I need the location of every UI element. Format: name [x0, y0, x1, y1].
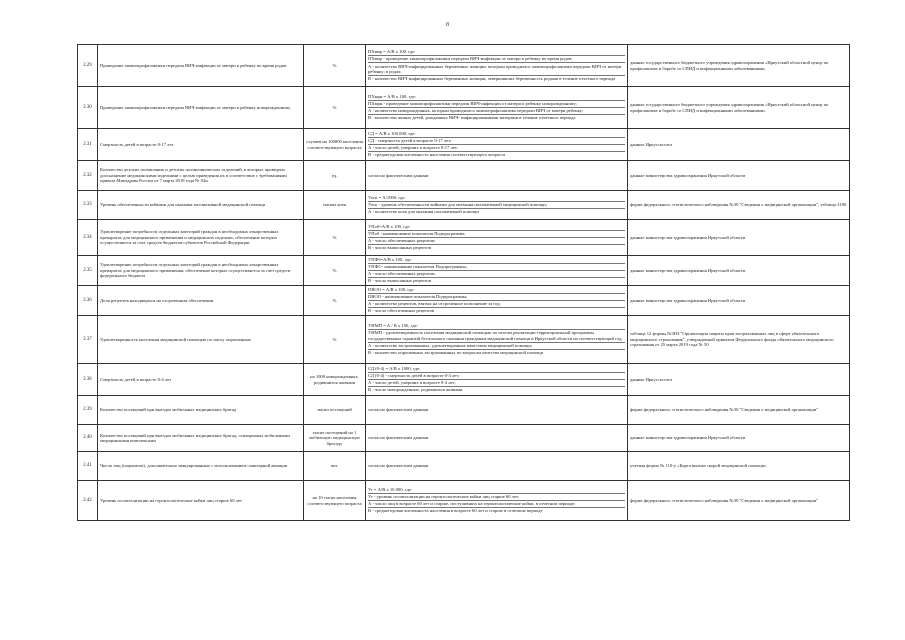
table-row: [78, 396, 850, 425]
indicator-name: Смертность детей в возрасте 0-17 лет: [98, 129, 304, 161]
calculation-method: [366, 256, 628, 286]
formula-line: согласно фактическим данным: [368, 463, 429, 469]
calculation-method: [366, 161, 628, 191]
formula-line: А - число лиц в возрасте 60 лет и старше, поступивших на геронтологические койки, в отчетном периоде;: [368, 501, 625, 508]
row-number: 2.30: [78, 87, 98, 129]
row-number: 2.40: [78, 425, 98, 452]
formula-line: В - число новорожденных, родившихся живыми: [368, 387, 463, 393]
calculation-method: [366, 220, 628, 256]
row-number: 2.35: [78, 256, 98, 286]
calculation-method: [366, 452, 628, 481]
unit-of-measure: %: [304, 45, 366, 87]
formula-line: В - количество опрошенных застрахованных по вопросам качества медицинской помощи: [368, 350, 544, 356]
indicator-name: Удовлетворенность населения медицинской помощью по числу опрошенных: [98, 316, 304, 364]
calculation-method: [366, 191, 628, 220]
formula-line: В - среднегодовая численность населения в возрасте 60 лет и старше в отчетном периоде: [368, 508, 543, 514]
row-number: 2.37: [78, 316, 98, 364]
indicator-table: [77, 44, 850, 521]
formula-line: УПоб - наименование показателя Подпрограммы;: [368, 231, 625, 238]
table-row: [78, 161, 850, 191]
formula-line: СД = А/В х 100 000, где:: [368, 131, 625, 138]
table-row: [78, 87, 850, 129]
formula-line: А - количество рецептов, взятых на отсроченное исполнение за год;: [368, 301, 625, 308]
formula-line: А - число детей, умерших в возрасте 0-17 лет;: [368, 145, 625, 152]
data-source: данные министерства здравоохранения Иркутской области: [628, 256, 850, 286]
table-row: [78, 481, 850, 521]
calculation-method: [366, 316, 628, 364]
data-source: данные государственного бюджетного учреждения здравоохранения «Иркутский областной центр по профилактике и борьбе со СПИД и инфекционными заболеваниями»: [628, 87, 850, 129]
indicator-name: Проведение химиопрофилактики передачи ВИЧ-инфекции от матери к ребенку во время родов: [98, 45, 304, 87]
data-source: форма федерального статистического наблюдения №30 "Сведения о медицинской организации", таблица 3100: [628, 191, 850, 220]
calculation-method: [366, 364, 628, 396]
table-row: [78, 191, 850, 220]
table-row: [78, 129, 850, 161]
formula-line: УНМП - удовлетворенность населения медицинской помощью по итогам реализации территориальной программы государственных гарантий бесплатного оказания гражданам медицинской помощи в Иркутской области на соответствующий год;: [368, 330, 625, 343]
formula-line: согласно фактическим данным: [368, 435, 429, 441]
formula-line: УПоб=А/В х 100, где:: [368, 224, 625, 231]
formula-line: Уоск = А/1000, где:: [368, 195, 625, 202]
table-row: [78, 364, 850, 396]
row-number: 2.42: [78, 481, 98, 521]
table-row: [78, 425, 850, 452]
formula-line: В - число выписанных рецептов: [368, 245, 431, 251]
formula-line: А - число обеспеченных рецептов;: [368, 238, 625, 245]
indicator-name: Удовлетворение потребности отдельных категорий граждан в необходимых лекарственных препаратах для медицинского применения и медицинских изделиях, обеспечение которых осуществляется за счет средств бюджетов субъектов Российской Федерации: [98, 220, 304, 256]
row-number: 2.29: [78, 45, 98, 87]
table-row: [78, 256, 850, 286]
formula-line: Уоск - уровень обеспеченности койками для оказания паллиативной медицинской помощи;: [368, 202, 625, 209]
formula-line: А - число обеспеченных рецептов;: [368, 271, 625, 278]
formula-line: СД (0-4) = А/В х 1000, где:: [368, 366, 625, 373]
unit-of-measure: тысяч посещений: [304, 396, 366, 425]
indicator-name: Количество посещений при выездах мобильных медицинских бригад, оснащенных мобильными медицинскими комплексами: [98, 425, 304, 452]
indicator-table-body: [78, 45, 850, 521]
unit-of-measure: %: [304, 286, 366, 316]
unit-of-measure: %: [304, 87, 366, 129]
formula-line: УПФб - наименование показателя Подпрограммы;: [368, 264, 625, 271]
data-source: таблица 12 формы №ЗПЗ "Организация защиты прав застрахованных лиц в сфере обязательного медицинского страхования", утвержденной приказом Федерального фонда обязательного медицинского страхования от 25 марта 2019 года № 50: [628, 316, 850, 364]
formula-line: ПХмрн - проведение химиопрофилактики передачи ВИЧ-инфекции от матери к ребенку новорожденному;: [368, 101, 625, 108]
unit-of-measure: случаев на 100000 населения соответствующего возраста: [304, 129, 366, 161]
row-number: 2.33: [78, 191, 98, 220]
formula-line: В - количество ВИЧ-инфицированных беременных женщин, завершивших беременность родами в течение отчетного периода: [368, 76, 616, 82]
calculation-method: [366, 396, 628, 425]
indicator-name: Смертность детей в возрасте 0-4 лет: [98, 364, 304, 396]
unit-of-measure: ед.: [304, 161, 366, 191]
unit-of-measure: %: [304, 256, 366, 286]
calculation-method: [366, 87, 628, 129]
unit-of-measure: %: [304, 220, 366, 256]
formula-line: УПФб=А/В х 100, где:: [368, 257, 625, 264]
unit-of-measure: на 10 тысяч населения соответствующего возраста: [304, 481, 366, 521]
data-source: форма федерального статистического наблюдения №30 "Сведения о медицинской организации": [628, 396, 850, 425]
table-row: [78, 45, 850, 87]
table-row: [78, 286, 850, 316]
data-source: данные министерства здравоохранения Иркутской области: [628, 286, 850, 316]
unit-of-measure: %: [304, 316, 366, 364]
formula-line: Уг = А/В х 10 000, где:: [368, 487, 625, 494]
unit-of-measure: на 1000 новорожденных, родившихся живыми: [304, 364, 366, 396]
indicator-name: Количество детских поликлиник и детских поликлинических отделений, в которых проведено дооснащение медицинскими изделиями с целью приведения их в соответствие с требованиями приказа Минздрава России от 7 марта 2018 года № 92н: [98, 161, 304, 191]
formula-line: СД (0-4) - смертность детей в возрасте 0-4 лет;: [368, 373, 625, 380]
indicator-name: Уровень госпитализации на геронтологические койки лиц старше 60 лет: [98, 481, 304, 521]
data-source: данные министерства здравоохранения Иркутской области: [628, 220, 850, 256]
indicator-name: Удовлетворение потребности отдельных категорий граждан в необходимых лекарственных препаратах для медицинского применения, обеспечение которых осуществляется за счет средств федерального бюджета: [98, 256, 304, 286]
data-source: данные министерства здравоохранения Иркутской области: [628, 161, 850, 191]
row-number: 2.39: [78, 396, 98, 425]
table-row: [78, 452, 850, 481]
calculation-method: [366, 481, 628, 521]
table-row: [78, 316, 850, 364]
formula-line: В - число обеспеченных рецептов: [368, 308, 435, 314]
data-source: данные Иркутскстата: [628, 364, 850, 396]
formula-line: ПХвмр = А/В х 100, где:: [368, 49, 625, 56]
calculation-method: [366, 45, 628, 87]
row-number: 2.31: [78, 129, 98, 161]
unit-of-measure: тысяч посещений на 1 мобильную медицинскую бригаду: [304, 425, 366, 452]
data-source: данные министерства здравоохранения Иркутской области: [628, 425, 850, 452]
calculation-method: [366, 425, 628, 452]
row-number: 2.38: [78, 364, 98, 396]
indicator-name: Проведение химиопрофилактики передачи ВИЧ-инфекции от матери к ребенку новорожденному: [98, 87, 304, 129]
row-number: 2.36: [78, 286, 98, 316]
indicator-name: Уровень обеспеченности койками для оказания паллиативной медицинской помощи: [98, 191, 304, 220]
indicator-name: Количество посещений при выездах мобильных медицинских бригад: [98, 396, 304, 425]
formula-line: А - количество ВИЧ-инфицированных беременных женщин, которым проводилась химиопрофилактика передачи ВИЧ от матери ребенку; в родах;: [368, 63, 625, 76]
formula-line: В - количество живых детей, рожденных ВИЧ- инфицированными матерями в течение отчетного периода: [368, 115, 576, 121]
formula-line: ПХмрн = А/В х 100, где:: [368, 94, 625, 101]
formula-line: ПХвмр - проведение химиопрофилактики передачи ВИЧ-инфекции от матери к ребенку во время родов;: [368, 56, 625, 63]
row-number: 2.34: [78, 220, 98, 256]
data-source: форма федерального статистического наблюдения №30 "Сведения о медицинской организации": [628, 481, 850, 521]
unit-of-measure: чел.: [304, 452, 366, 481]
formula-line: согласно фактическим данным: [368, 407, 429, 413]
formula-line: А - количество застрахованных, удовлетворенных качеством медицинской помощи;: [368, 343, 625, 350]
formula-line: DROO - наименование показателя Подпрограммы;: [368, 294, 625, 301]
indicator-name: Число лиц (пациентов), дополнительно эвакуированных с использованием санитарной авиации: [98, 452, 304, 481]
calculation-method: [366, 129, 628, 161]
row-number: 2.32: [78, 161, 98, 191]
data-source: данные государственного бюджетного учреждения здравоохранения «Иркутский областной центр по профилактике и борьбе со СПИД и инфекционными заболеваниями»: [628, 45, 850, 87]
data-source: данные Иркутскстата: [628, 129, 850, 161]
calculation-method: [366, 286, 628, 316]
formula-line: УНМП = А / В х 100, где:: [368, 323, 625, 330]
unit-of-measure: тысяча коек: [304, 191, 366, 220]
formula-line: А - количество коек для оказания паллиативной помощи: [368, 209, 479, 215]
formula-line: А - количество новорожденных, которым проводилась химиопрофилактика передачи ВИЧ от матери ребенку;: [368, 108, 625, 115]
formula-line: В - среднегодовая численность населения соответствующего возраста: [368, 152, 506, 158]
formula-line: В - число выписанных рецептов: [368, 278, 431, 284]
formula-line: DROO = А/В х 100, где:: [368, 287, 625, 294]
row-number: 2.41: [78, 452, 98, 481]
formula-line: А - число детей, умерших в возрасте 0-4 лет;: [368, 380, 625, 387]
table-row: [78, 220, 850, 256]
formula-line: Уг - уровень госпитализации на геронтологические койки лиц старше 60 лет;: [368, 494, 625, 501]
indicator-name: Доля рецептов находящихся на отсроченном обеспечении: [98, 286, 304, 316]
formula-line: СД - смертность детей в возрасте 0-17 лет;: [368, 138, 625, 145]
formula-line: согласно фактическим данным: [368, 172, 429, 178]
page-number: 8: [446, 22, 449, 28]
data-source: учетная форма № 110-у «Карта вызова скорой медицинской помощи»: [628, 452, 850, 481]
